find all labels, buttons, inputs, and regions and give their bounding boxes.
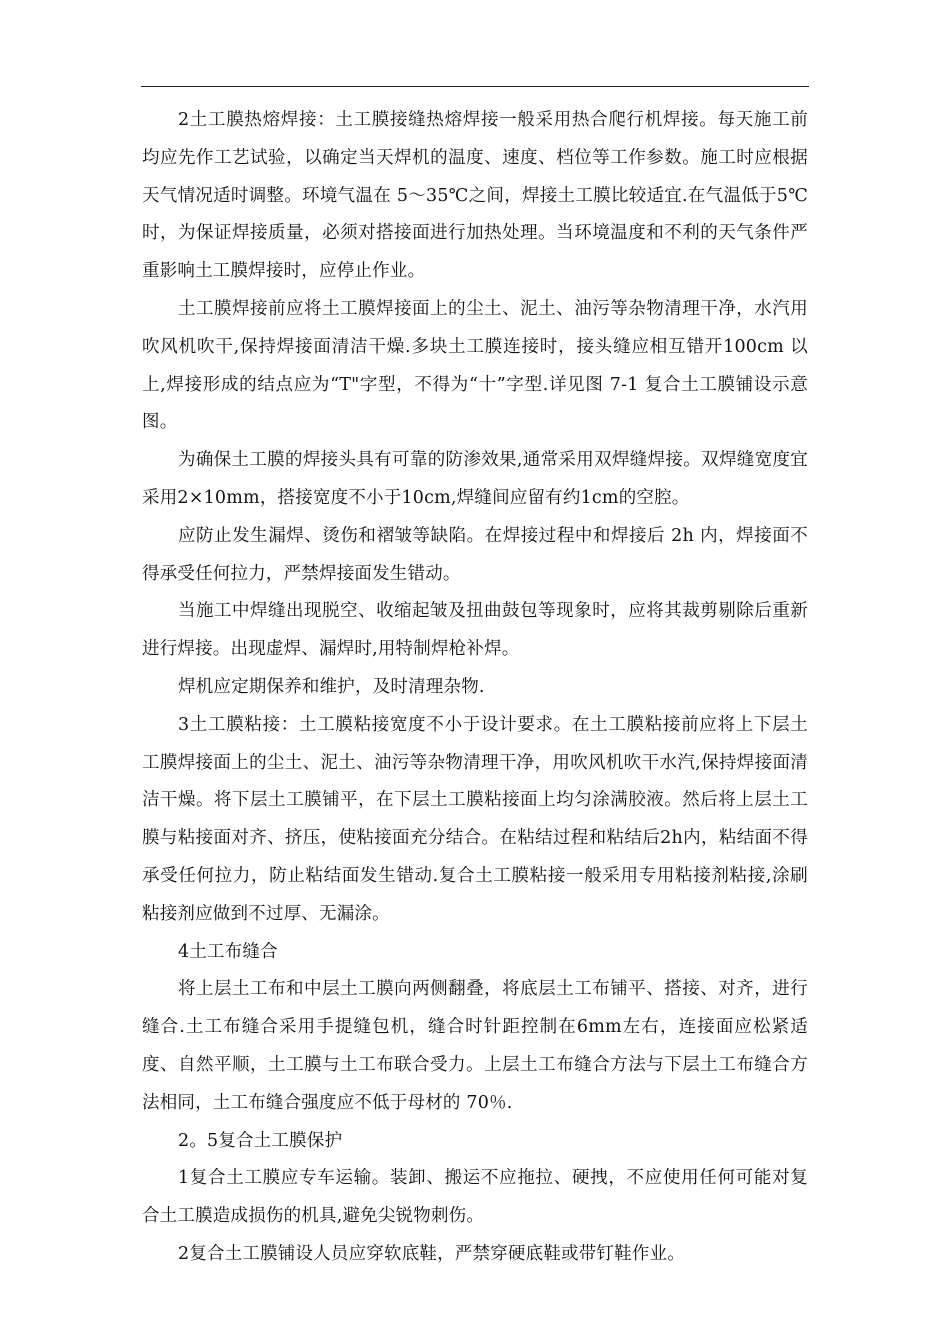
paragraph-welding-preparation: 土工膜焊接前应将土工膜焊接面上的尘土、泥土、油污等杂物清理干净，水汽用吹风机吹干,保持焊接面清洁干燥.多块土工膜连接时，接头缝应相互错开100cm 以上,焊接形成的结点应为“T"字型，不得为“十”字型.详见图 7-1 复合土工膜铺设示意图。 [142,298,808,433]
paragraph-rewelding: 当施工中焊缝出现脱空、收缩起皱及扭曲鼓包等现象时，应将其裁剪剔除后重新进行焊接。出现虚焊、漏焊时,用特制焊枪补焊。 [142,601,808,660]
paragraph-hot-melt-welding: 2土工膜热熔焊接：土工膜接缝热熔焊接一般采用热合爬行机焊接。每天施工前均应先作工艺试验，以确定当天焊机的温度、速度、档位等工作参数。施工时应根据天气情况适时调整。环境气温在 5～35℃之间，焊接土工膜比较适宜.在气温低于5℃时，为保证焊接质量，必须对搭接面进行加热处理。当环境温度和不利的天气条件严重影响土工膜焊接时，应停止作业。 [142,110,808,282]
paragraph-double-seam: 为确保土工膜的焊接头具有可靠的防渗效果,通常采用双焊缝焊接。双焊缝宽度宜采用2×10mm，搭接宽度不小于10cm,焊缝间应留有约1cm的空腔。 [142,450,808,508]
document-body [142,102,808,1274]
paragraph-defect-prevention: 应防止发生漏焊、烫伤和褶皱等缺陷。在焊接过程中和焊接后 2h 内，焊接面不得承受任何拉力，严禁焊接面发生错动。 [142,525,808,584]
paragraph-bonding: 3土工膜粘接：土工膜粘接宽度不小于设计要求。在土工膜粘接前应将上下层土工膜焊接面上的尘土、泥土、油污等杂物清理干净，用吹风机吹干水汽,保持焊接面清洁干燥。将下层土工膜铺平，在下层土工膜粘接面上均匀涂满胶液。然后将上层土工膜与粘接面对齐、挤压，使粘接面充分结合。在粘结过程和粘结后2h内，粘结面不得承受任何拉力，防止粘结面发生错动.复合土工膜粘接一般采用专用粘接剂粘接,涂刷粘接剂应做到不过厚、无漏涂。 [142,714,808,924]
heading-geotextile-sewing: 4土工布缝合 [178,941,278,962]
heading-protection: 2。5复合土工膜保护 [178,1130,343,1151]
paragraph-machine-maintenance: 焊机应定期保养和维护，及时清理杂物. [178,676,485,697]
paragraph-footwear: 2复合土工膜铺设人员应穿软底鞋，严禁穿硬底鞋或带钉鞋作业。 [178,1243,685,1264]
paragraph-sewing: 将上层土工布和中层土工膜向两侧翻叠，将底层土工布铺平、搭接、对齐，进行缝合.土工布缝合采用手提缝包机，缝合时针距控制在6mm左右，连接面应松紧适度、自然平顺，土工膜与土工布联合受力。上层土工布缝合方法与下层土工布缝合方法相同，土工布缝合强度应不低于母材的 70％. [142,979,808,1113]
header-rule [141,86,809,87]
paragraph-transport: 1复合土工膜应专车运输。装卸、搬运不应拖拉、硬拽，不应使用任何可能对复合土工膜造成损伤的机具,避免尖锐物刺伤。 [142,1168,808,1227]
